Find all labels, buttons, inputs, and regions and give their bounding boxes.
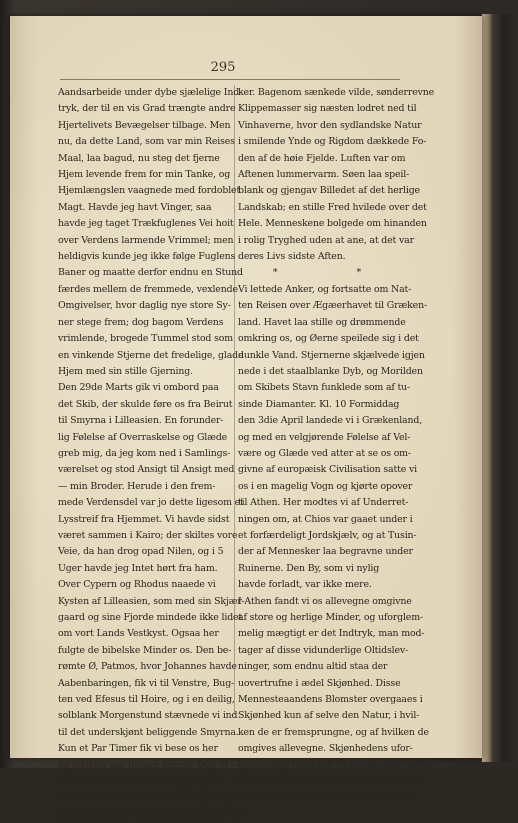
text-line: heldigvis kunde jeg ikke følge Fuglens <box>58 251 236 263</box>
left-text-column <box>58 85 249 823</box>
page-number: 295 <box>210 60 236 75</box>
text-line: os i en magelig Vogn og kjørte opover <box>238 480 413 492</box>
text-line: et forfærdeligt Jordskjælv, og at Tusin- <box>238 529 417 541</box>
text-line: Over Cypern og Rhodus naaede vi <box>58 579 216 591</box>
text-line: Klippemasser sig næsten lodret ned til <box>238 103 417 115</box>
text-line: melig mægtigt er det Indtryk, man mod- <box>238 628 425 640</box>
text-line: lig Følelse af Overraskelse og Glæde <box>58 431 228 443</box>
book-spine <box>482 14 518 762</box>
text-line: Ruinerne. Den By, som vi nylig <box>238 562 380 574</box>
text-line: Uger havde jeg Intet hørt fra ham. <box>58 562 218 574</box>
text-line: og forlatte saa Reisen samme Dag til <box>58 759 228 771</box>
text-line: ninger, som endnu altid staa der <box>238 661 388 673</box>
text-line: omkring os, og Øerne speilede sig i det <box>238 333 419 345</box>
text-line: og med en velgjørende Følelse af Vel- <box>238 431 411 443</box>
text-line: Kysten af Lilleasien, som med sin Skjær- <box>58 595 245 607</box>
text-line: deres Livs sidste Aften. <box>238 251 346 263</box>
text-line: I Athen fandt vi os allevegne omgivne <box>238 595 412 607</box>
text-line: Lands Natur, i hvilken Han, den eneste <box>238 776 419 788</box>
text-line: til Smyrna i Lilleasien. En forunder- <box>58 415 224 427</box>
text-line: Stranden, omgiven af vaardustende Mar- <box>58 808 249 820</box>
text-line: Baner og maatte derfor endnu en Stund <box>58 267 243 279</box>
text-line: Hjertelivets Bevægelser tilbage. Men <box>58 119 231 131</box>
text-line: — min Broder. Herude i den frem- <box>58 480 216 492</box>
text-line: tager af disse vidunderlige Oltidslev- <box>238 644 409 656</box>
text-line: mede Verdensdel var jo dette ligesom et <box>58 497 244 509</box>
text-line: havde forladt, var ikke mere. <box>238 579 372 591</box>
text-line: ten Reisen over Ægæerhavet til Græken- <box>238 300 427 312</box>
header-rule <box>60 79 400 80</box>
text-line: gaard og sine Fjorde mindede ikke lidet <box>58 612 243 623</box>
text-line: blank og gjengav Billedet af det herlige <box>238 185 420 197</box>
text-line: Vi lettede Anker, og fortsatte om Nat- <box>238 283 412 295</box>
text-line: ken de er fremsprungne, og af hvilken de <box>238 726 429 738</box>
text-line: greb mig, da jeg kom ned i Samlings- <box>58 447 231 459</box>
text-line: i smilende Ynde og Rigdom dækkede Fo- <box>238 136 427 148</box>
text-line: om vort Lands Vestkyst. Ogsaa her <box>58 628 219 640</box>
text-line: omgives allevegne. Skjønhedens ufor- <box>238 743 413 755</box>
text-line: Hele. Menneskene bolgede om hinanden <box>238 218 427 230</box>
text-line: Hjemlængslen vaagnede med fordoblet <box>58 185 241 197</box>
text-line: nu, da dette Land, som var min Reises <box>58 136 235 148</box>
text-line: Hjem med sin stille Gjerning. <box>58 365 193 377</box>
text-line: om Skibets Stavn funklede som af tu- <box>238 382 411 394</box>
text-line: land. Havet laa stille og drømmende <box>238 316 406 328</box>
text-line: en vinkende Stjerne det fredelige, glade <box>58 349 244 361</box>
text-line: Hjem levende frem for min Tanke, og <box>58 169 231 181</box>
text-line: gjængelige Love har Grækeren lært af sit <box>238 759 431 771</box>
text-line: Den 29de Marts gik vi ombord paa <box>58 382 219 394</box>
text-line: Magt. Havde jeg havt Vinger, saa <box>58 201 212 213</box>
right-text-column <box>238 85 435 807</box>
text-line: dunkle Vand. Stjernerne skjælvede igjen <box>238 349 425 361</box>
text-line: færdes mellem de fremmede, vexlende <box>58 283 238 295</box>
text-line: sande Gud, har drysset Draaber af det <box>238 792 416 804</box>
text-line: vrimlende, brogede Tummel stod som <box>58 333 234 345</box>
text-line: det Skib, der skulde føre os fra Beirut <box>58 398 233 410</box>
text-line: Veie, da han drog opad Nilen, og i 5 <box>58 546 224 558</box>
text-line: Lysstreif fra Hjemmet. Vi havde sidst <box>58 513 230 525</box>
text-line: der af Mennesker laa begravne under <box>238 546 413 558</box>
text-line: over Verdens larmende Vrimmel; men <box>58 234 234 246</box>
text-line: Aandsarbeide under dybe sjælelige Ind- <box>58 87 243 98</box>
text-line: Omgivelser, hvor daglig nye store Sy- <box>58 300 231 312</box>
text-line: ten ved Efesus til Hoire, og i en deilig, <box>58 694 235 706</box>
text-line: Den af samme Navn, strakte sig langs <box>58 792 234 804</box>
text-line: Mennesteaandens Blomster overgaaes i <box>238 694 423 706</box>
text-line: den 3die April landede vi i Grækenland, <box>238 415 423 427</box>
text-line: til det underskjønt beliggende Smyrna. <box>58 726 239 738</box>
text-line: den af de høie Fjelde. Luften var om <box>238 152 406 164</box>
text-line: været sammen i Kairo; der skiltes vore <box>58 529 238 541</box>
text-line: Landskab; en stille Fred hvilede over det <box>238 201 427 213</box>
text-line: ningen om, at Chios var gaaet under i <box>238 513 413 525</box>
text-line: til Athen. Her modtes vi af Underret- <box>238 497 409 509</box>
text-line: i rolig Tryghed uden at ane, at det var <box>238 234 414 246</box>
text-line: fulgte de bibelske Minder os. Den be- <box>58 644 232 656</box>
text-line: Skjønhed kun af selve den Natur, i hvil- <box>238 710 420 722</box>
text-line: ner stege frem; dog bagom Verdens <box>58 316 224 328</box>
text-line: havde jeg taget Trækfuglenes Vei hoit <box>58 218 234 230</box>
text-line: Chios. Denne Stad, som ligger paa <box>58 776 218 788</box>
text-line: ker. Bagenom sænkede vilde, sønderrevne <box>238 87 435 98</box>
text-line: tryk, der til en vis Grad trængte andre <box>58 103 236 115</box>
text-line: værelset og stod Ansigt til Ansigt med <box>58 464 235 476</box>
text-line: Aabenbaringen, fik vi til Venstre, Bug- <box>58 677 235 689</box>
text-line: sinde Diamanter. Kl. 10 Formiddag <box>238 398 400 410</box>
text-line: være og Glæde ved atter at se os om- <box>238 447 411 459</box>
text-line: Kun et Par Timer fik vi bese os her <box>58 743 218 755</box>
text-line: Maal, laa bagud, nu steg det fjerne <box>58 152 220 164</box>
text-line: givne af europæisk Civilisation satte vi <box>238 464 417 476</box>
text-line: Aftenen lummervarm. Søen laa speil- <box>238 169 410 181</box>
text-line: Vinhaverne, hvor den sydlandske Natur <box>238 119 422 131</box>
text-line: rømte Ø, Patmos, hvor Johannes havde <box>58 661 237 673</box>
text-line: af store og herlige Minder, og uforglem- <box>238 612 423 623</box>
text-line: solblank Morgenstund stævnede vi ind <box>58 710 238 722</box>
text-line: nede i det staalblanke Dyb, og Morilden <box>238 365 423 377</box>
section-break-stars: * * <box>272 267 400 279</box>
text-line: uovertrufne i ædel Skjønhed. Disse <box>238 677 401 689</box>
